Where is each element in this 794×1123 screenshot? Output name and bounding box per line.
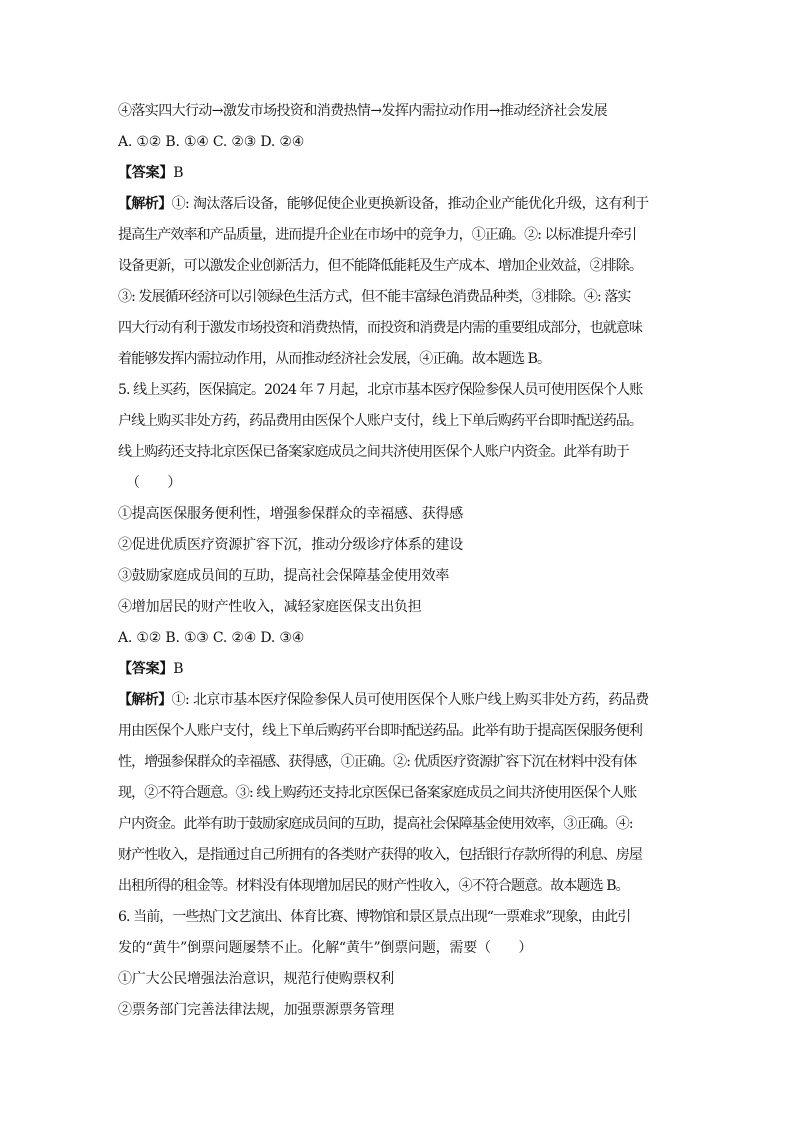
q4-analysis-line: 设备更新，可以激发企业创新活力，但不能降低能耗及生产成本、增加企业效益，②排除。 [118, 258, 642, 274]
q6-option: ①广大公民增强法治意识，规范行使购票权利 [118, 971, 394, 987]
q5-answer [118, 654, 690, 685]
q4-analysis-line: 着能够发挥内需拉动作用，从而推动经济社会发展，④正确。故本题选 B。 [118, 351, 551, 367]
q5-analysis-line: 性，增强参保群众的幸福感、获得感，①正确。②: 优质医疗资源扩容下沉在材料中没有体 [118, 754, 637, 770]
q6-option: ②票务部门完善法律法规，加强票源票务管理 [118, 1002, 394, 1018]
q4-analysis-line [118, 189, 690, 220]
q6-stem-line: 发的“黄牛”倒票问题屡禁不止。化解“黄牛”倒票问题，需要（ ） [118, 940, 533, 956]
q4-option-4: ④落实四大行动→激发市场投资和消费热情→发挥内需拉动作用→推动经济社会发展 [118, 103, 607, 119]
q5-option: ③鼓励家庭成员间的互助，提高社会保障基金使用效率 [118, 568, 450, 584]
analysis-text: ①: 北京市基本医疗保险参保人员可使用医保个人账户线上购买非处方药，药品费 [171, 692, 649, 708]
analysis-label: 【解析】 [118, 196, 172, 212]
q5-option: ④增加居民的财产性收入，减轻家庭医保支出负担 [118, 599, 422, 615]
answer-value: B [173, 165, 184, 181]
document-page [118, 96, 690, 1026]
analysis-label: 【解析】 [118, 692, 172, 708]
q5-option: ①提高医保服务便利性，增强参保群众的幸福感、获得感 [118, 506, 463, 522]
q5-stem-line: 户线上购买非处方药，药品费用由医保个人账户支付，线上下单后购药平台即时配送药品。 [118, 413, 642, 429]
analysis-text: ①: 淘汰落后设备，能够促使企业更换新设备，推动企业产能优化升级，这有利于 [171, 196, 649, 212]
q5-stem-line: （ ） [126, 475, 182, 491]
q5-analysis-line: 出租所得的租金等。材料没有体现增加居民的财产性收入，④不符合题意。故本题选 B。 [118, 878, 629, 894]
q4-answer [118, 158, 690, 189]
q5-analysis-line: 用由医保个人账户支付，线上下单后购药平台即时配送药品。此举有助于提高医保服务便利 [118, 723, 642, 739]
q5-analysis-line: 现，②不符合题意。③: 线上购药还支持北京医保已备案家庭成员之间共济使用医保个人账 [118, 785, 637, 801]
q5-option: ②促进优质医疗资源扩容下沉，推动分级诊疗体系的建设 [118, 537, 463, 553]
q4-choices: A. ①② B. ①④ C. ②③ D. ②④ [118, 134, 305, 150]
q5-analysis-line [118, 685, 690, 716]
q5-stem-line: 5. 线上买药，医保搞定。2024 年 7 月起，北京市基本医疗保险参保人员可使用医保个人账 [118, 382, 643, 398]
q5-analysis-line: 户内资金。此举有助于鼓励家庭成员间的互助，提高社会保障基金使用效率，③正确。④: [118, 816, 633, 832]
q4-analysis-line: 四大行动有利于激发市场投资和消费热情，而投资和消费是内需的重要组成部分，也就意味 [118, 320, 642, 336]
q5-choices: A. ①② B. ①③ C. ②④ D. ③④ [118, 630, 305, 646]
q5-analysis-line: 财产性收入，是指通过自己所拥有的各类财产获得的收入，包括银行存款所得的利息、房屋 [118, 847, 642, 863]
answer-label: 【答案】 [118, 661, 174, 677]
q5-stem-line: 线上购药还支持北京医保已备案家庭成员之间共济使用医保个人账户内资金。此举有助于 [118, 444, 629, 460]
q6-stem-line: 6. 当前，一些热门文艺演出、体育比赛、博物馆和景区景点出现“一票难求”现象，由此引 [118, 909, 631, 925]
q4-analysis-line: ③: 发展循环经济可以引领绿色生活方式，但不能丰富绿色消费品种类，③排除。④: 落实 [118, 289, 631, 305]
answer-label: 【答案】 [118, 165, 174, 181]
q4-analysis-line: 提高生产效率和产品质量，进而提升企业在市场中的竞争力，①正确。②: 以标准提升牵引 [118, 227, 637, 243]
answer-value: B [173, 661, 184, 677]
